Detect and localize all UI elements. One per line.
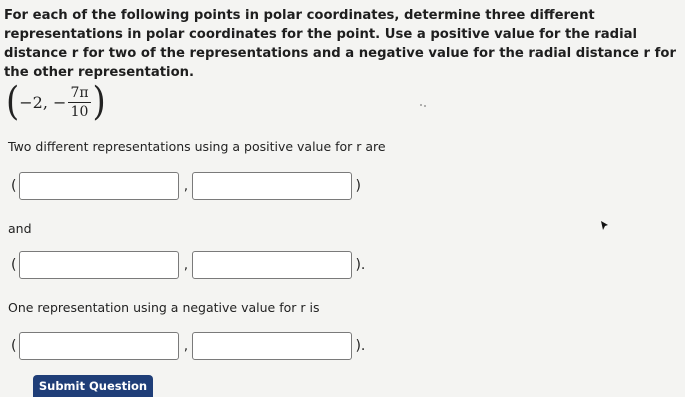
point-r: −2 (19, 92, 43, 112)
row2-r-input[interactable] (19, 251, 179, 279)
row3-theta-input[interactable] (192, 332, 352, 360)
row1-r-input[interactable] (19, 172, 179, 200)
row3-r-input[interactable] (19, 332, 179, 360)
angle-numerator: 7π (70, 84, 89, 101)
speck (424, 105, 426, 107)
angle-denominator: 10 (70, 103, 89, 120)
answer-row-3: ( , ). (8, 331, 368, 361)
angle-fraction (68, 85, 90, 120)
problem-instructions: For each of the following points in polar coordinates, determine three different representations in polar coordinates for the point. Use a positive value for the radial distance r for two of the representations and a negative value for the radial distance r for the other representation. (4, 8, 676, 80)
answer-row-1: ( , ) (8, 171, 364, 201)
polar-point: ( −2 , − $\frac{7\pi}{10}$ ) (6, 79, 106, 125)
row1-theta-input[interactable] (192, 172, 352, 200)
and-label: and (8, 221, 32, 236)
angle-sign: − (53, 92, 67, 112)
speck (420, 104, 422, 106)
row2-theta-input[interactable] (192, 251, 352, 279)
negative-prompt: One representation using a negative value for r is (8, 300, 320, 315)
answer-row-2: ( , ). (8, 250, 368, 280)
submit-question-button[interactable]: Submit Question (33, 375, 153, 397)
mouse-pointer-icon (600, 220, 610, 234)
positive-prompt: Two different representations using a positive value for r are (8, 139, 386, 154)
